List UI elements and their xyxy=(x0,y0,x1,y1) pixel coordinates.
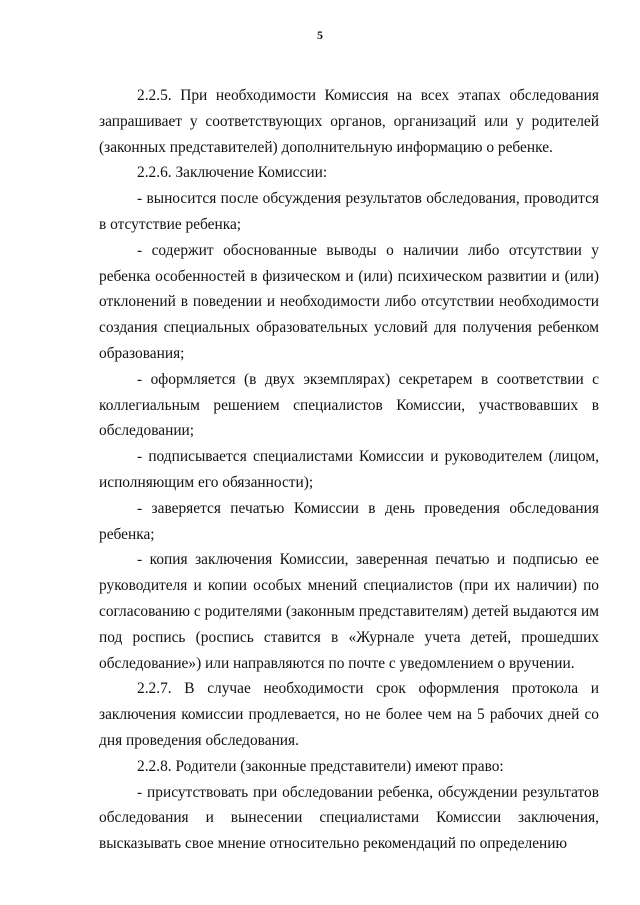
list-item: - выносится после обсуждения результатов обследования, проводится в отсутствие ребенка; xyxy=(99,190,599,233)
paragraph-2-2-6: 2.2.6. Заключение Комиссии: xyxy=(137,164,328,182)
list-item: - присутствовать при обследовании ребенка, обсуждении результатов обследования и вынесении специалистами Комиссии заключения, высказывать свое мнение относительно рекомендаций по определению xyxy=(99,783,599,853)
list-item: - оформляется (в двух экземплярах) секретарем в соответствии с коллегиальным решением специалистов Комиссии, участвовавших в обследовании; xyxy=(99,370,599,440)
document-body xyxy=(99,83,599,857)
paragraph-2-2-7: 2.2.7. В случае необходимости срок оформления протокола и заключения комиссии продлевается, но не более чем на 5 рабочих дней со дня проведения обследования. xyxy=(99,680,599,749)
list-item: - заверяется печатью Комиссии в день проведения обследования ребенка; xyxy=(99,499,599,543)
list-item: - содержит обоснованные выводы о наличии либо отсутствии у ребенка особенностей в физическом и (или) психическом развитии и (или) отклонений в поведении и необходимости либо отсутствии необходимости создания специальных образовательных условий для получения ребенком образования; xyxy=(99,241,599,362)
page-number: 5 xyxy=(317,28,323,42)
paragraph-2-2-5: 2.2.5. При необходимости Комиссия на всех этапах обследования запрашивает у соответствующих органов, организаций или у родителей (законных представителей) дополнительную информацию о ребенке. xyxy=(99,87,599,156)
list-item: - подписывается специалистами Комиссии и руководителем (лицом, исполняющим его обязанности); xyxy=(99,448,599,491)
list-item: - копия заключения Комиссии, заверенная печатью и подписью ее руководителя и копии особых мнений специалистов (при их наличии) по согласованию с родителями (законным представителям) детей выдаются им под роспись (роспись ставится в «Журнале учета детей, прошедших обследование») или направляются по почте с уведомлением о вручении. xyxy=(99,551,599,672)
paragraph-2-2-8: 2.2.8. Родители (законные представители) имеют право: xyxy=(137,757,504,775)
